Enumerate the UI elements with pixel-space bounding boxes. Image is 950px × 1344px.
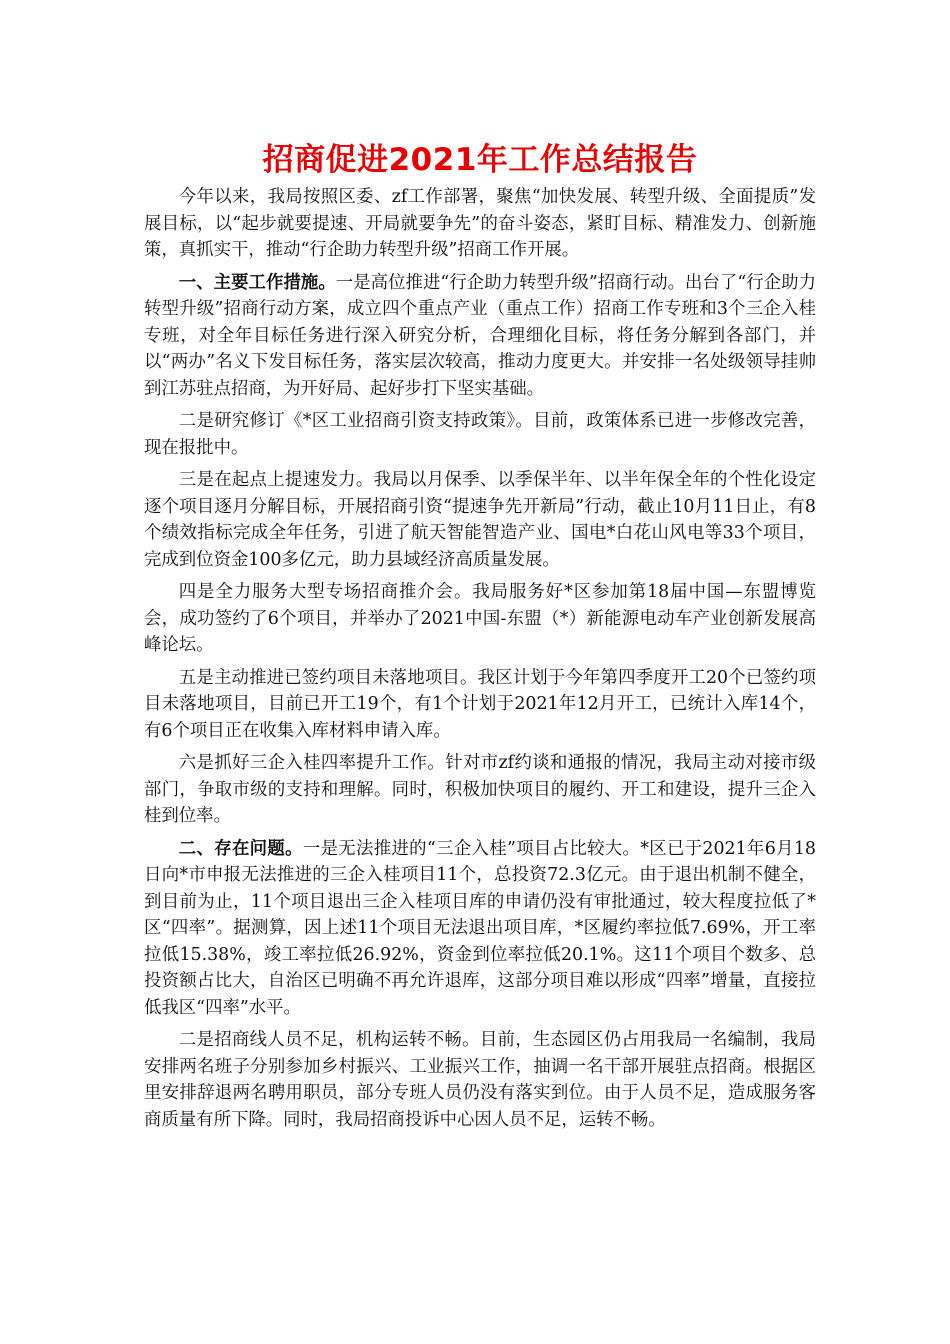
paragraph-item-2 bbox=[144, 408, 816, 461]
paragraph-text: 六是抓好三企入桂四率提升工作。针对市zf约谈和通报的情况，我局主动对接市级部门，争取市级的支持和理解。同时，积极加快项目的履约、开工和建设，提升三企入桂到位率。 bbox=[144, 753, 816, 826]
paragraph-text: 四是全力服务大型专场招商推介会。我局服务好*区参加第18届中国—东盟博览会，成功签约了6个项目，并举办了2021中国-东盟（*）新能源电动车产业创新发展高峰论坛。 bbox=[144, 582, 816, 655]
paragraph-item-3 bbox=[144, 467, 816, 573]
paragraph-text: 一是高位推进“行企助力转型升级”招商行动。出台了“行企助力转型升级”招商行动方案，成立四个重点产业（重点工作）招商工作专班和3个三企入桂专班，对全年目标任务进行深入研究分析，合理细化目标，将任务分解到各部门，并以“两办”名义下发目标任务，落实层次较高，推动力度更大。并安排一名处级领导挂帅到江苏驻点招商，为开好局、起好步打下坚实基础。 bbox=[144, 272, 816, 399]
paragraph-text: 五是主动推进已签约项目未落地项目。我区计划于今年第四季度开工20个已签约项目未落地项目，目前已开工19个，有1个计划于2021年12月开工，已统计入库14个，有6个项目正在收集入库材料申请入库。 bbox=[144, 667, 816, 741]
paragraph-item-6 bbox=[144, 750, 816, 830]
paragraph-intro bbox=[144, 184, 816, 264]
document-title: 招商促进2021年工作总结报告 bbox=[262, 142, 698, 178]
paragraph-text: 二是研究修订《*区工业招商引资支持政策》。目前，政策体系已进一步修改完善，现在报批中。 bbox=[144, 411, 816, 458]
section-heading: 二、存在问题。 bbox=[178, 838, 303, 859]
section-heading: 一、主要工作措施。 bbox=[178, 272, 336, 293]
paragraph-text: 一是无法推进的“三企入桂”项目占比较大。*区已于2021年6月18日向*市申报无法推进的三企入桂项目11个，总投资72.3亿元。由于退出机制不健全，到目前为止，11个项目退出三企入桂项目库的申请仍没有审批通过，较大程度拉低了*区“四率”。据测算，因上述11个项目无法退出项目库，*区履约率拉低7.69%，开工率拉低15.38%，竣工率拉低26.92%，资金到位率拉低20.1%。这11个项目个数多、总投资额占比大，自治区已明确不再允许退库，这部分项目难以形成“四率”增量，直接拉低我区“四率”水平。 bbox=[144, 838, 816, 1018]
paragraph-section-1 bbox=[144, 270, 816, 403]
paragraph-item-4 bbox=[144, 579, 816, 659]
document-page bbox=[144, 138, 816, 1139]
paragraph-text: 今年以来，我局按照区委、zf工作部署，聚焦“加快发展、转型升级、全面提质”发展目标，以“起步就要提速、开局就要争先”的奋斗姿态，紧盯目标、精准发力、创新施策，真抓实干，推动“行企助力转型升级”招商工作开展。 bbox=[144, 187, 816, 260]
paragraph-problem-2 bbox=[144, 1027, 816, 1133]
paragraph-text: 二是招商线人员不足，机构运转不畅。目前，生态园区仍占用我局一名编制，我局安排两名班子分别参加乡村振兴、工业振兴工作，抽调一名干部开展驻点招商。根据区里安排辞退两名聘用职员，部分专班人员仍没有落实到位。由于人员不足，造成服务客商质量有所下降。同时，我局招商投诉中心因人员不足，运转不畅。 bbox=[144, 1030, 816, 1130]
paragraph-item-5 bbox=[144, 665, 816, 745]
paragraph-section-2 bbox=[144, 836, 816, 1022]
paragraph-text: 三是在起点上提速发力。我局以月保季、以季保半年、以半年保全年的个性化设定逐个项目逐月分解目标，开展招商引资“提速争先开新局”行动，截止10月11日止，有8个绩效指标完成全年任务，引进了航天智能智造产业、国电*白花山风电等33个项目，完成到位资金100多亿元，助力县域经济高质量发展。 bbox=[144, 470, 816, 570]
